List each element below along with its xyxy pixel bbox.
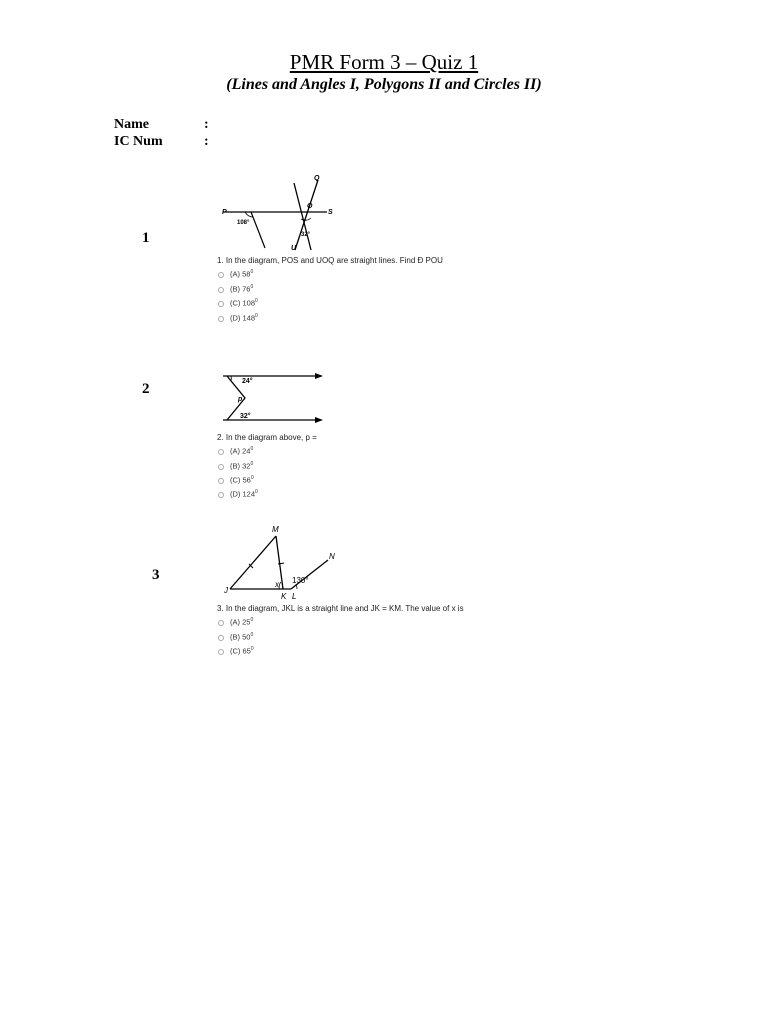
label-x: x bbox=[275, 580, 279, 589]
label-j: J bbox=[224, 586, 228, 595]
label-u: U bbox=[291, 245, 297, 252]
question-2-option-b[interactable] bbox=[218, 461, 253, 471]
option-label: (B) 50 bbox=[230, 632, 251, 642]
arrow-top-icon bbox=[315, 373, 323, 379]
option-degree: 0 bbox=[250, 269, 254, 275]
option-label: (C) 56 bbox=[230, 475, 251, 485]
radio-icon[interactable] bbox=[218, 620, 224, 626]
option-label: (D) 148 bbox=[230, 313, 256, 323]
question-2-option-d[interactable] bbox=[218, 489, 258, 499]
option-label: (A) 25 bbox=[230, 617, 251, 627]
ic-num-label: IC Num bbox=[114, 134, 163, 149]
question-1-diagram bbox=[215, 170, 345, 254]
option-label: (A) 58 bbox=[230, 269, 251, 279]
radio-icon[interactable] bbox=[218, 464, 224, 470]
label-angle-24: 24° bbox=[242, 378, 253, 385]
label-k: K bbox=[281, 592, 287, 601]
question-2-text: 2. In the diagram above, p = bbox=[217, 433, 317, 442]
option-degree: 0 bbox=[250, 461, 254, 467]
label-l: L bbox=[292, 592, 297, 601]
option-label: (A) 24 bbox=[230, 446, 251, 456]
question-1-option-b[interactable] bbox=[218, 284, 253, 294]
option-degree: 0 bbox=[250, 475, 254, 481]
question-3-text: 3. In the diagram, JKL is a straight line and JK = KM. The value of x is bbox=[217, 604, 464, 613]
question-2-diagram bbox=[215, 368, 330, 430]
name-field bbox=[114, 117, 209, 133]
option-degree: 0 bbox=[255, 313, 258, 319]
label-s: S bbox=[328, 209, 333, 216]
question-3-option-b[interactable] bbox=[218, 632, 253, 642]
radio-icon[interactable] bbox=[218, 316, 224, 322]
option-label: (B) 76 bbox=[230, 284, 251, 294]
name-separator: : bbox=[204, 117, 209, 132]
question-3-option-a[interactable] bbox=[218, 617, 253, 627]
option-degree: 0 bbox=[250, 632, 254, 638]
page-subtitle: (Lines and Angles I, Polygons II and Circles II) bbox=[226, 76, 542, 93]
radio-icon[interactable] bbox=[218, 478, 224, 484]
angle-arc-x bbox=[279, 582, 281, 589]
label-angle-32: 32° bbox=[301, 232, 311, 238]
line-uoq bbox=[294, 183, 311, 250]
label-angle-130: 130° bbox=[292, 576, 309, 585]
option-degree: 0 bbox=[250, 646, 254, 652]
option-degree: 0 bbox=[255, 489, 258, 495]
question-2-option-a[interactable] bbox=[218, 446, 253, 456]
question-2-option-c[interactable] bbox=[218, 475, 254, 485]
radio-icon[interactable] bbox=[218, 272, 224, 278]
question-2-number: 2 bbox=[142, 381, 150, 397]
radio-icon[interactable] bbox=[218, 287, 224, 293]
question-3-option-c[interactable] bbox=[218, 646, 254, 656]
arrow-bottom-icon bbox=[315, 417, 323, 423]
question-1-option-d[interactable] bbox=[218, 313, 258, 323]
option-label: (B) 32 bbox=[230, 461, 251, 471]
label-n: N bbox=[329, 552, 335, 561]
line-jm bbox=[230, 536, 276, 589]
label-angle-108: 108° bbox=[237, 220, 250, 226]
question-1-option-a[interactable] bbox=[218, 269, 253, 279]
label-m: M bbox=[272, 525, 279, 534]
tick-mk bbox=[278, 563, 284, 564]
radio-icon[interactable] bbox=[218, 649, 224, 655]
question-1-text: 1. In the diagram, POS and UOQ are straight lines. Find Ð POU bbox=[217, 256, 443, 265]
radio-icon[interactable] bbox=[218, 301, 224, 307]
radio-icon[interactable] bbox=[218, 492, 224, 498]
name-label: Name bbox=[114, 117, 149, 132]
ic-num-field bbox=[114, 134, 209, 150]
label-p: p bbox=[238, 396, 243, 403]
line-transversal bbox=[295, 180, 318, 250]
option-degree: 0 bbox=[250, 446, 254, 452]
option-label: (C) 108 bbox=[230, 298, 256, 308]
question-3-diagram bbox=[215, 520, 355, 602]
label-angle-32: 32° bbox=[240, 413, 251, 420]
option-degree: 0 bbox=[250, 284, 254, 290]
page-title: PMR Form 3 – Quiz 1 bbox=[289, 50, 479, 74]
ic-num-separator: : bbox=[204, 134, 209, 149]
radio-icon[interactable] bbox=[218, 449, 224, 455]
label-q: Q bbox=[314, 175, 320, 182]
question-1-option-c[interactable] bbox=[218, 298, 258, 308]
radio-icon[interactable] bbox=[218, 635, 224, 641]
question-3-number: 3 bbox=[152, 567, 160, 583]
question-1-number: 1 bbox=[142, 230, 150, 246]
ray-from-p bbox=[251, 212, 265, 248]
option-degree: 0 bbox=[250, 617, 254, 623]
option-degree: 0 bbox=[255, 298, 258, 304]
label-o: O bbox=[307, 203, 313, 210]
option-label: (D) 124 bbox=[230, 489, 256, 499]
option-label: (C) 65 bbox=[230, 646, 251, 656]
label-p: P bbox=[222, 209, 227, 216]
